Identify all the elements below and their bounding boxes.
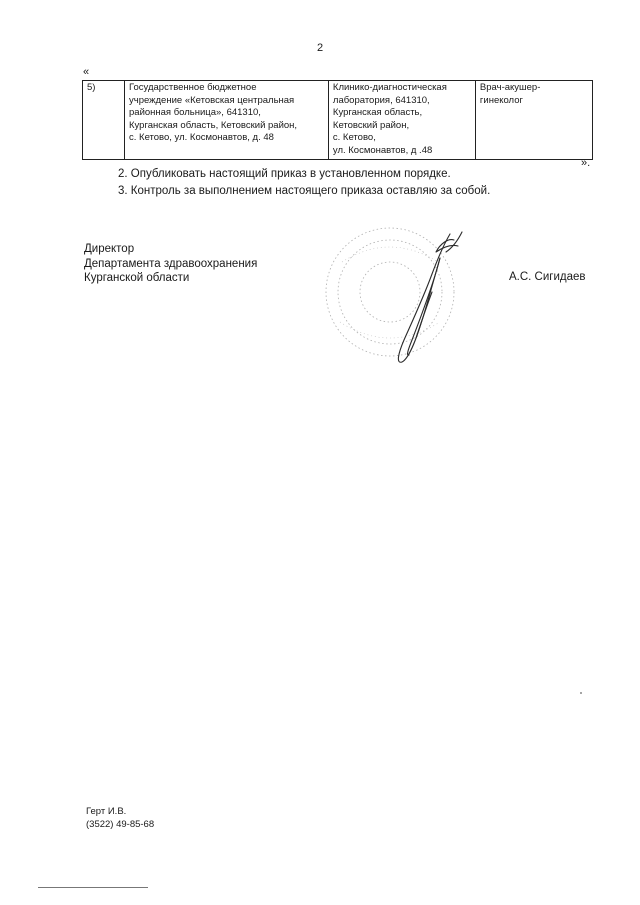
organization-cell <box>125 81 329 160</box>
quote-open-mark: « <box>83 66 90 78</box>
laboratory-line: лаборатория, 641310, <box>332 94 430 106</box>
table-row <box>83 81 593 160</box>
organization-line: учреждение «Кетовская центральная <box>129 94 295 106</box>
amendment-table <box>82 80 593 160</box>
order-items <box>118 166 490 199</box>
laboratory-line: Курганская область, <box>332 107 423 118</box>
seal-and-signature <box>312 222 482 382</box>
laboratory-line: Кетовский район, <box>332 119 410 131</box>
seal-stamp-graphic <box>312 222 482 382</box>
signer-position <box>84 242 257 286</box>
executor-phone: (3522) 49-85-68 <box>86 819 155 830</box>
specialist-cell <box>475 81 592 160</box>
specialist-line: гинеколог <box>479 94 523 106</box>
organization-line: районная больница», 641310, <box>129 107 261 118</box>
signer-name: А.С. Сигидаев <box>509 271 586 283</box>
organization-line: Государственное бюджетное <box>129 82 257 93</box>
footer-divider <box>38 887 148 888</box>
executor-name: Герт И.В. <box>86 806 127 817</box>
handwritten-signature <box>398 232 462 362</box>
page-number: 2 <box>316 42 324 54</box>
organization-line: с. Кетово, ул. Космонавтов, д. 48 <box>129 132 274 143</box>
position-line: Курганской области <box>84 272 190 284</box>
laboratory-line: ул. Космонавтов, д .48 <box>332 144 433 156</box>
laboratory-cell <box>328 81 475 160</box>
laboratory-line: с. Кетово, <box>332 132 376 143</box>
specialist-line: Врач-акушер- <box>479 82 541 93</box>
position-line: Департамента здравоохранения <box>84 257 258 270</box>
order-item: 3. Контроль за выполнением настоящего приказа оставляю за собой. <box>118 184 491 197</box>
quote-close-mark: ». <box>581 157 591 169</box>
laboratory-line: Клинико-диагностическая <box>332 82 447 93</box>
row-number-cell: 5) <box>83 81 125 160</box>
position-line: Директор <box>84 243 135 255</box>
executor-info <box>86 805 154 831</box>
order-item: 2. Опубликовать настоящий приказ в установленном порядке. <box>118 168 451 180</box>
scan-speck <box>580 692 582 694</box>
organization-line: Курганская область, Кетовский район, <box>129 119 298 131</box>
